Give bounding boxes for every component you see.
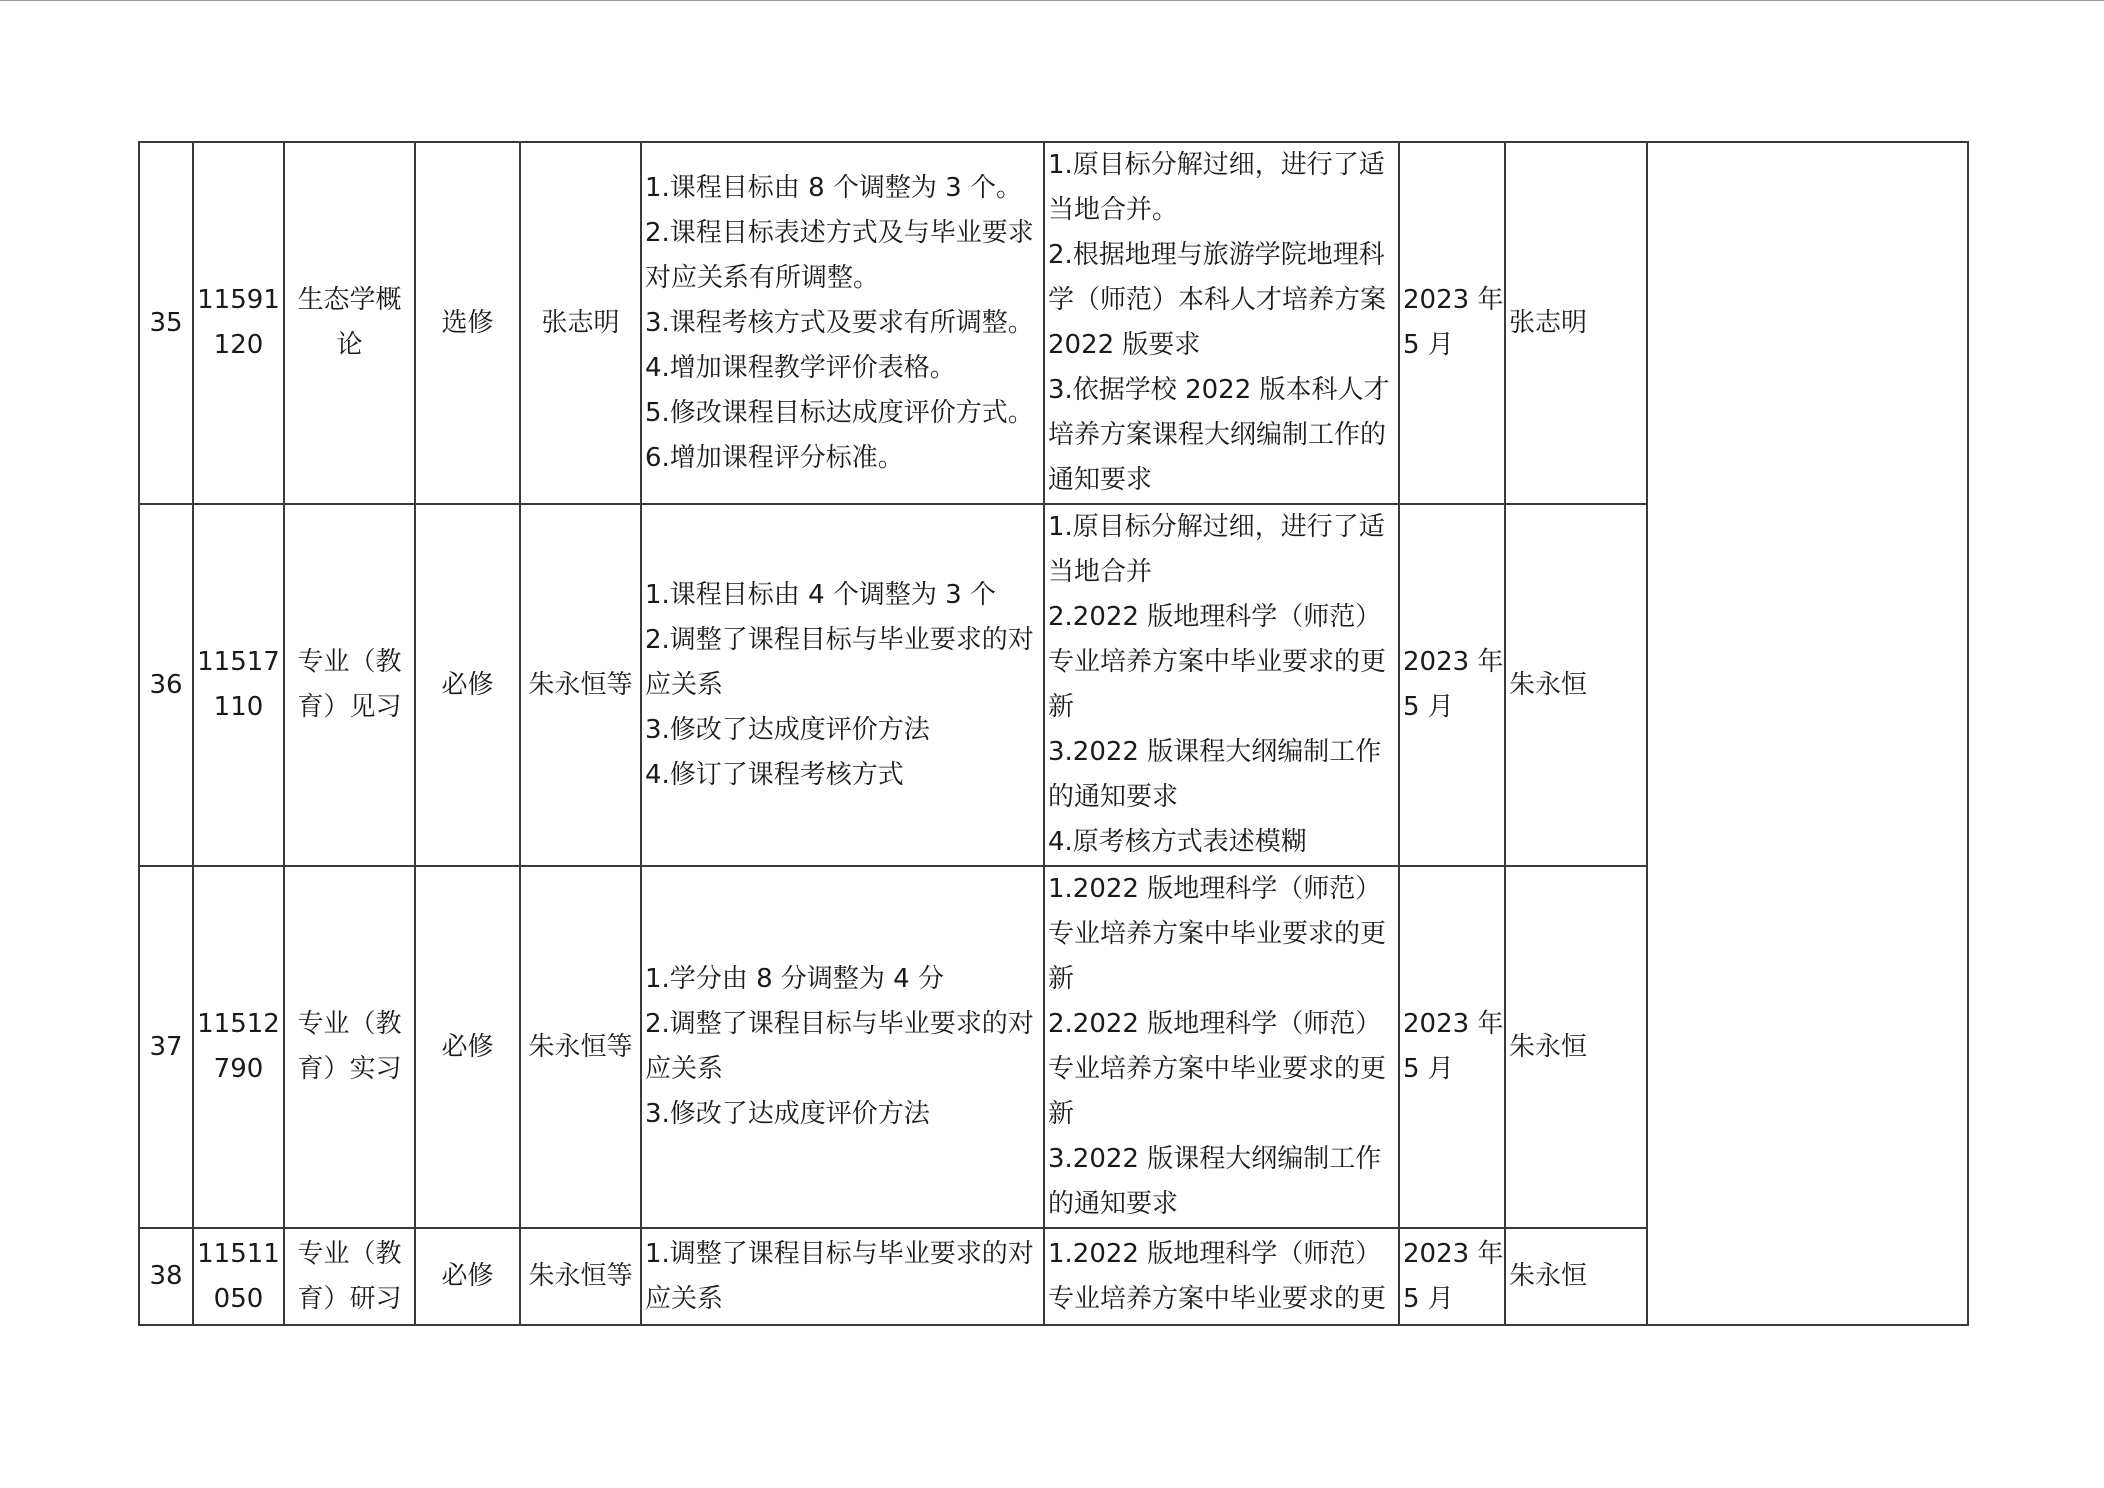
responsible-person: 朱永恒 bbox=[1505, 866, 1647, 1228]
remarks-cell bbox=[1647, 142, 1968, 1325]
revision-content: 1.课程目标由 8 个调整为 3 个。 2.课程目标表述方式及与毕业要求 对应关系有所调整。 3.课程考核方式及要求有所调整。 4.增加课程教学评价表格。 5.修改课程目标达成度评价方式。 6.增加课程评分标准。 bbox=[641, 142, 1044, 504]
course-revision-table bbox=[138, 141, 1969, 1326]
page-top-border bbox=[0, 0, 2104, 1]
table-row bbox=[139, 142, 1968, 504]
course-code: 11517 110 bbox=[193, 504, 284, 866]
course-type: 必修 bbox=[415, 504, 520, 866]
course-teacher: 朱永恒等 bbox=[520, 504, 641, 866]
course-teacher: 张志明 bbox=[520, 142, 641, 504]
course-teacher: 朱永恒等 bbox=[520, 1228, 641, 1325]
responsible-person: 张志明 bbox=[1505, 142, 1647, 504]
course-type: 必修 bbox=[415, 1228, 520, 1325]
row-number: 37 bbox=[139, 866, 193, 1228]
course-name: 专业（教 育）见习 bbox=[284, 504, 415, 866]
course-name: 专业（教 育）研习 bbox=[284, 1228, 415, 1325]
revision-content: 1.学分由 8 分调整为 4 分 2.调整了课程目标与毕业要求的对 应关系 3.修改了达成度评价方法 bbox=[641, 866, 1044, 1228]
revision-reason: 1.2022 版地理科学（师范） 专业培养方案中毕业要求的更 新 2.2022 版地理科学（师范） 专业培养方案中毕业要求的更 新 3.2022 版课程大纲编制工作 的通知要求 bbox=[1044, 866, 1399, 1228]
course-code: 11511 050 bbox=[193, 1228, 284, 1325]
course-type: 选修 bbox=[415, 142, 520, 504]
revision-content: 1.课程目标由 4 个调整为 3 个 2.调整了课程目标与毕业要求的对 应关系 3.修改了达成度评价方法 4.修订了课程考核方式 bbox=[641, 504, 1044, 866]
course-teacher: 朱永恒等 bbox=[520, 866, 641, 1228]
revision-date: 2023 年 5 月 bbox=[1399, 142, 1505, 504]
revision-date: 2023 年 5 月 bbox=[1399, 866, 1505, 1228]
course-name: 生态学概 论 bbox=[284, 142, 415, 504]
course-name: 专业（教 育）实习 bbox=[284, 866, 415, 1228]
revision-reason: 1.原目标分解过细，进行了适 当地合并 2.2022 版地理科学（师范） 专业培养方案中毕业要求的更 新 3.2022 版课程大纲编制工作 的通知要求 4.原考核方式表述模糊 bbox=[1044, 504, 1399, 866]
row-number: 38 bbox=[139, 1228, 193, 1325]
revision-reason: 1.原目标分解过细，进行了适 当地合并。 2.根据地理与旅游学院地理科 学（师范）本科人才培养方案 2022 版要求 3.依据学校 2022 版本科人才 培养方案课程大纲编制工作的 通知要求 bbox=[1044, 142, 1399, 504]
course-code: 11512 790 bbox=[193, 866, 284, 1228]
revision-date: 2023 年 5 月 bbox=[1399, 1228, 1505, 1325]
responsible-person: 朱永恒 bbox=[1505, 1228, 1647, 1325]
row-number: 35 bbox=[139, 142, 193, 504]
responsible-person: 朱永恒 bbox=[1505, 504, 1647, 866]
revision-content: 1.调整了课程目标与毕业要求的对 应关系 bbox=[641, 1228, 1044, 1325]
course-code: 11591 120 bbox=[193, 142, 284, 504]
course-type: 必修 bbox=[415, 866, 520, 1228]
row-number: 36 bbox=[139, 504, 193, 866]
revision-date: 2023 年 5 月 bbox=[1399, 504, 1505, 866]
revision-reason: 1.2022 版地理科学（师范） 专业培养方案中毕业要求的更 bbox=[1044, 1228, 1399, 1325]
